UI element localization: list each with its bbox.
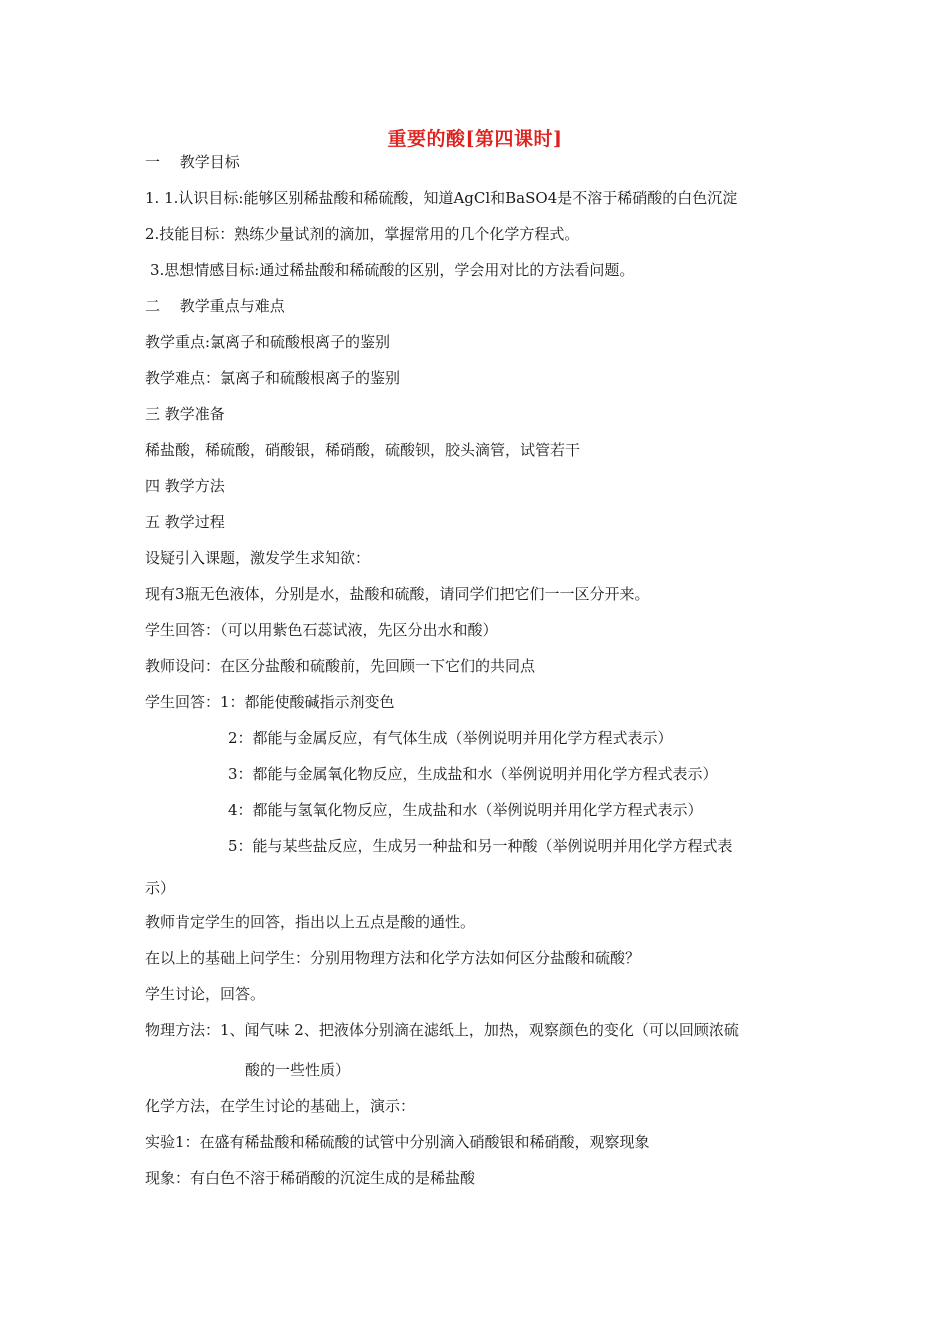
student-answer-point-3: 3：都能与金属氧化物反应，生成盐和水（举例说明并用化学方程式表示） — [228, 765, 718, 783]
chemical-method: 化学方法，在学生讨论的基础上，演示： — [145, 1097, 416, 1115]
document-title: 重要的酸[第四课时] — [387, 128, 563, 150]
student-answer-point-5-cont: 示） — [145, 879, 176, 897]
physical-method-cont: 酸的一些性质） — [245, 1061, 351, 1079]
objective-skill: 2.技能目标：熟练少量试剂的滴加，掌握常用的几个化学方程式。 — [145, 225, 580, 243]
student-answer-point-2: 2：都能与金属反应，有气体生成（举例说明并用化学方程式表示） — [228, 729, 673, 747]
process-question: 现有3瓶无色液体，分别是水，盐酸和硫酸，请同学们把它们一一区分开来。 — [145, 585, 650, 603]
process-intro: 设疑引入课题，激发学生求知欲： — [145, 549, 371, 567]
section-heading-method: 四 教学方法 — [145, 477, 225, 495]
student-answer-point-4: 4：都能与氢氧化物反应，生成盐和水（举例说明并用化学方程式表示） — [228, 801, 703, 819]
objective-cognitive: 1. 1.认识目标:能够区别稀盐酸和稀硫酸，知道AgCl和BaSO4是不溶于稀硝酸的白色沉淀 — [145, 189, 738, 207]
experiment-1: 实验1：在盛有稀盐酸和稀硫酸的试管中分别滴入硝酸银和稀硝酸，观察现象 — [145, 1133, 650, 1151]
student-answer: 学生回答：（可以用紫色石蕊试液，先区分出水和酸） — [145, 621, 498, 639]
teacher-question: 教师设问：在区分盐酸和硫酸前，先回顾一下它们的共同点 — [145, 657, 536, 675]
materials-list: 稀盐酸，稀硫酸，硝酸银，稀硝酸，硫酸钡，胶头滴管，试管若干 — [145, 441, 581, 459]
teacher-affirmation: 教师肯定学生的回答，指出以上五点是酸的通性。 — [145, 913, 476, 931]
physical-method: 物理方法：1、闻气味 2、把液体分别滴在滤纸上，加热，观察颜色的变化（可以回顾浓硫 — [145, 1021, 739, 1039]
experiment-1-result: 现象：有白色不溶于稀硝酸的沉淀生成的是稀盐酸 — [145, 1169, 476, 1187]
difficult-point: 教学难点：氯离子和硫酸根离子的鉴别 — [145, 369, 401, 387]
objective-affective: 3.思想情感目标:通过稀盐酸和稀硫酸的区别，学会用对比的方法看问题。 — [150, 261, 635, 279]
section-heading-preparation: 三 教学准备 — [145, 405, 225, 423]
student-discussion: 学生讨论，回答。 — [145, 985, 266, 1003]
student-answer-point-1: 学生回答：1：都能使酸碱指示剂变色 — [145, 693, 395, 711]
section-heading-keypoints: 二 教学重点与难点 — [145, 297, 285, 315]
student-answer-point-5: 5：能与某些盐反应，生成另一种盐和另一种酸（举例说明并用化学方程式表 — [228, 837, 733, 855]
follow-up-question: 在以上的基础上问学生：分别用物理方法和化学方法如何区分盐酸和硫酸？ — [145, 949, 641, 967]
key-point: 教学重点:氯离子和硫酸根离子的鉴别 — [145, 333, 391, 351]
section-heading-process: 五 教学过程 — [145, 513, 225, 531]
section-heading-objectives: 一 教学目标 — [145, 153, 240, 171]
